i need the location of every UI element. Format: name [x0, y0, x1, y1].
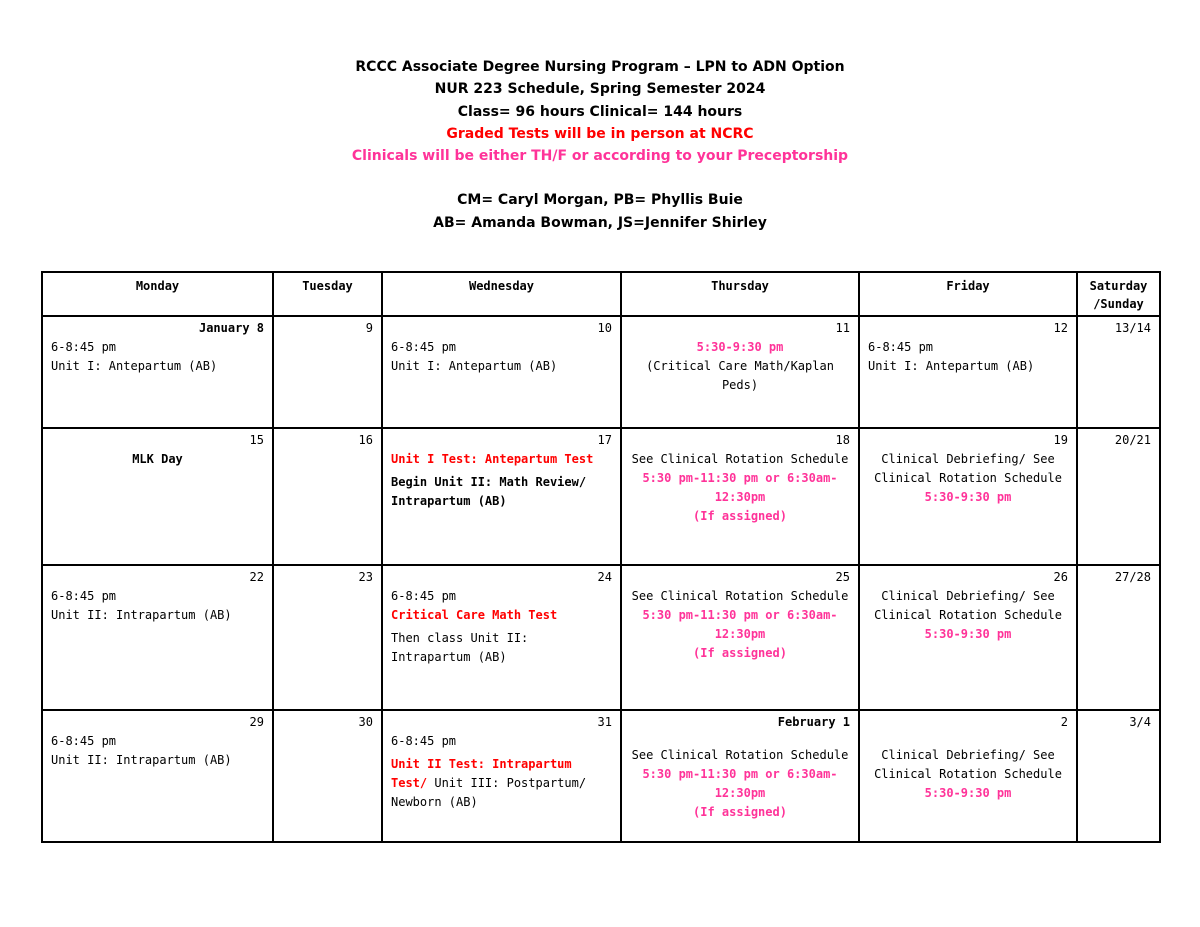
date-label: 25	[835, 570, 850, 585]
day-cell	[42, 428, 273, 565]
date-label: February 1	[777, 715, 850, 730]
holiday-label: MLK Day	[132, 452, 183, 467]
day-cell	[859, 710, 1077, 842]
day-cell	[273, 565, 382, 710]
date-label: 20/21	[1114, 433, 1151, 448]
date-label: 26	[1053, 570, 1068, 585]
class-time: 6-8:45 pm	[51, 734, 117, 749]
day-cell	[42, 710, 273, 842]
day-cell	[859, 565, 1077, 710]
class-topic: Then class Unit II: Intrapartum (AB)	[391, 631, 529, 665]
date-label: 11	[835, 321, 850, 335]
instructor-key-2: AB= Amanda Bowman, JS=Jennifer Shirley	[433, 214, 767, 231]
class-topic: Unit I: Antepartum (AB)	[391, 359, 558, 373]
tests-notice: Graded Tests will be in person at NCRC	[446, 125, 754, 142]
day-cell	[621, 428, 859, 565]
date-label: 12	[1053, 321, 1068, 335]
date-label: 29	[249, 715, 264, 730]
clinical-note: Clinical Debriefing/ See Clinical Rotation Schedule	[874, 748, 1062, 782]
class-topic: Unit III: Postpartum/ Newborn (AB)	[391, 776, 587, 810]
day-cell	[1077, 565, 1160, 710]
clinical-note: (Critical Care Math/Kaplan Peds)	[646, 359, 834, 392]
test-label: Unit II Test: Intrapartum Test/	[391, 757, 572, 791]
class-time: 6-8:45 pm	[391, 589, 457, 604]
date-label: 27/28	[1114, 570, 1151, 585]
date-label: 23	[358, 570, 373, 585]
header-wednesday: Wednesday	[382, 272, 621, 316]
clinical-time: 5:30 pm-11:30 pm or 6:30am-12:30pm	[642, 767, 838, 801]
date-label: 13/14	[1114, 321, 1151, 335]
class-topic: Unit I: Antepartum (AB)	[51, 359, 218, 373]
class-topic: Unit II: Intrapartum (AB)	[51, 608, 232, 623]
course-schedule-title: NUR 223 Schedule, Spring Semester 2024	[434, 81, 766, 98]
date-label: 2	[1060, 715, 1068, 730]
day-header-row	[42, 272, 1160, 316]
date-label: 9	[365, 321, 373, 335]
clinical-assigned: (If assigned)	[693, 805, 787, 820]
day-cell	[859, 428, 1077, 565]
clinical-note: Clinical Debriefing/ See Clinical Rotation Schedule	[874, 589, 1062, 623]
clinical-time: 5:30-9:30 pm	[696, 340, 784, 354]
day-cell	[859, 316, 1077, 428]
instructor-key-1: CM= Caryl Morgan, PB= Phyllis Buie	[457, 192, 743, 209]
clinical-time: 5:30-9:30 pm	[924, 490, 1012, 505]
day-cell	[42, 316, 273, 428]
header-tuesday: Tuesday	[273, 272, 382, 316]
date-label: 18	[835, 433, 850, 448]
date-label: 19	[1053, 433, 1068, 448]
date-label: 15	[249, 433, 264, 448]
document-header	[0, 56, 1200, 234]
day-cell	[273, 316, 382, 428]
clinicals-notice: Clinicals will be either TH/F or according to your Preceptorship	[351, 148, 849, 165]
clinical-note: Clinical Debriefing/ See Clinical Rotation Schedule	[874, 452, 1062, 486]
day-cell	[273, 710, 382, 842]
day-cell	[382, 565, 621, 710]
date-label: 3/4	[1129, 715, 1151, 730]
date-label: 22	[249, 570, 264, 585]
program-title: RCCC Associate Degree Nursing Program – LPN to ADN Option	[355, 59, 845, 75]
clinical-note: See Clinical Rotation Schedule	[631, 452, 849, 467]
class-time: 6-8:45 pm	[391, 734, 457, 749]
test-label: Critical Care Math Test	[391, 608, 558, 623]
clinical-note: See Clinical Rotation Schedule	[631, 589, 849, 604]
clinical-time: 5:30 pm-11:30 pm or 6:30am-12:30pm	[642, 471, 838, 505]
week-row	[42, 565, 1160, 710]
class-topic: Begin Unit II: Math Review/ Intrapartum (AB)	[391, 475, 587, 509]
class-time: 6-8:45 pm	[51, 340, 117, 354]
clinical-time: 5:30 pm-11:30 pm or 6:30am-12:30pm	[642, 608, 838, 642]
clinical-assigned: (If assigned)	[693, 646, 787, 661]
test-label: Unit I Test: Antepartum Test	[391, 452, 594, 467]
day-cell	[1077, 710, 1160, 842]
date-label: January 8	[198, 321, 264, 335]
header-weekend: Saturday /Sunday	[1077, 272, 1160, 316]
class-time: 6-8:45 pm	[51, 589, 117, 604]
clinical-note: See Clinical Rotation Schedule	[631, 748, 849, 763]
date-label: 17	[597, 433, 612, 448]
week-row	[42, 316, 1160, 428]
class-time: 6-8:45 pm	[868, 340, 934, 354]
clinical-time: 5:30-9:30 pm	[924, 786, 1012, 801]
day-cell	[273, 428, 382, 565]
day-cell	[1077, 316, 1160, 428]
date-label: 24	[597, 570, 612, 585]
clinical-time: 5:30-9:30 pm	[924, 627, 1012, 642]
day-cell	[621, 316, 859, 428]
hours-summary: Class= 96 hours Clinical= 144 hours	[457, 103, 743, 120]
schedule-calendar	[41, 271, 1161, 843]
day-cell	[382, 316, 621, 428]
header-monday: Monday	[42, 272, 273, 316]
class-topic: Unit I: Antepartum (AB)	[868, 359, 1035, 373]
date-label: 16	[358, 433, 373, 448]
class-time: 6-8:45 pm	[391, 340, 457, 354]
day-cell	[621, 710, 859, 842]
date-label: 30	[358, 715, 373, 730]
class-topic: Unit II: Intrapartum (AB)	[51, 753, 232, 768]
week-row	[42, 710, 1160, 842]
clinical-assigned: (If assigned)	[693, 509, 787, 524]
day-cell	[621, 565, 859, 710]
day-cell	[382, 428, 621, 565]
day-cell	[1077, 428, 1160, 565]
week-row	[42, 428, 1160, 565]
date-label: 31	[597, 715, 612, 730]
header-friday: Friday	[859, 272, 1077, 316]
date-label: 10	[597, 321, 612, 335]
header-thursday: Thursday	[621, 272, 859, 316]
day-cell	[42, 565, 273, 710]
day-cell	[382, 710, 621, 842]
